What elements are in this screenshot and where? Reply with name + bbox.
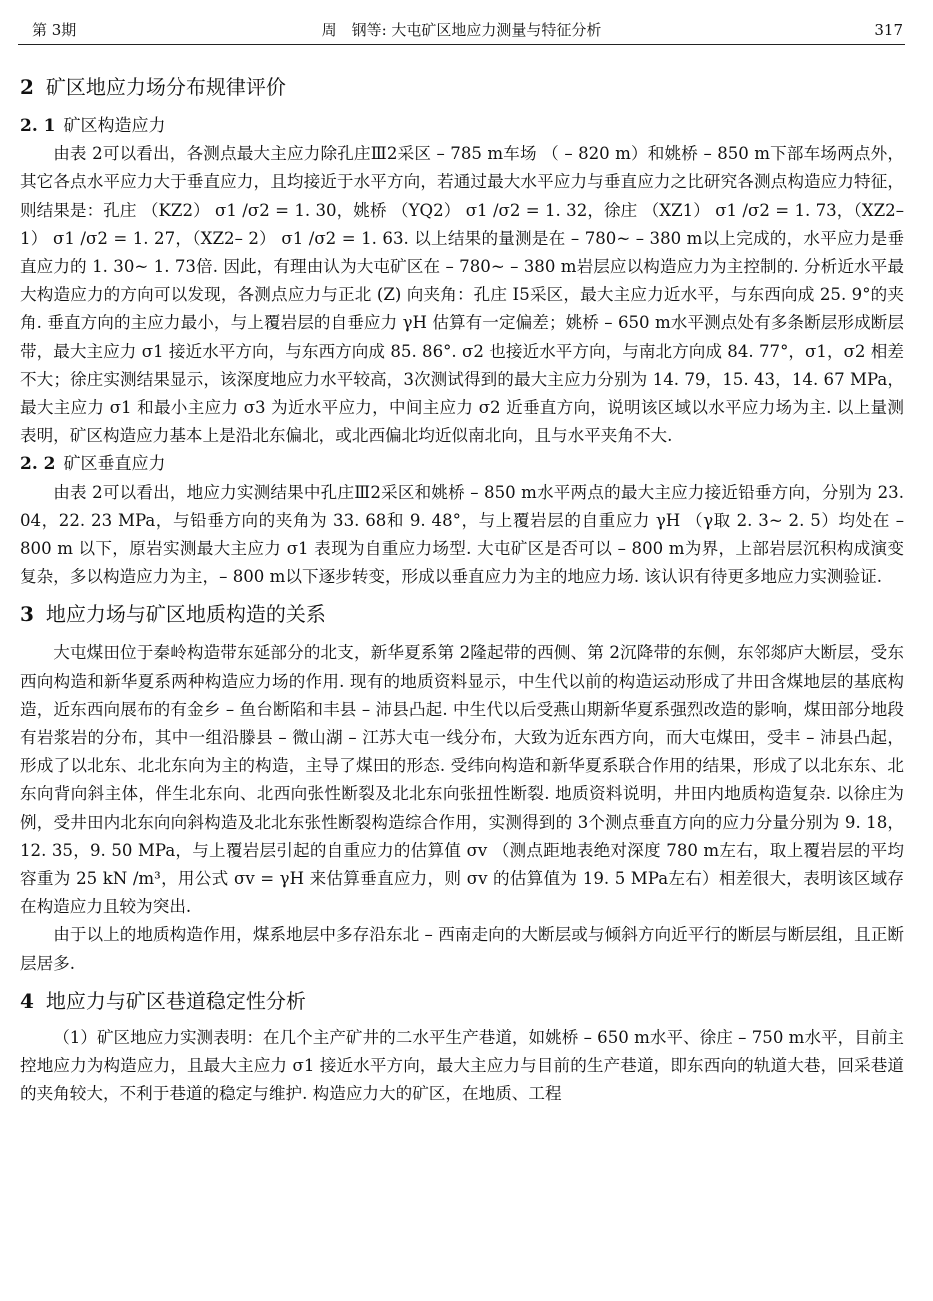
subsection-2-2-number: 2. 2 — [20, 454, 56, 475]
subsection-2-2-paragraph: 由表 2可以看出，地应力实测结果中孔庄Ⅲ2采区和姚桥 – 850 m水平两点的最大主应力接近铅垂方向，分别为 23. 04，22. 23 MPa，与铅垂方向的夹角为 33. 68和 9. 48°，与上覆岩层的自重应力 γH （γ取 2. 3~ 2. 5）均处在 – 800 m 以下，原岩实测最大主应力 σ1 表现为自重应力场型. 大屯矿区是否可以 – 800 m为界，上部岩层沉积构成演变复杂，多以构造应力为主，– 800 m以下逐步转变，形成以垂直应力为主的地应力场. 该认识有待更多地应力实测验证. — [20, 482, 904, 587]
section-4-title: 地应力与矿区巷道稳定性分析 — [45, 988, 306, 1013]
subsection-2-1-heading — [20, 112, 904, 140]
subsection-2-1-number: 2. 1 — [20, 116, 56, 136]
section-3-paragraph-2: 由于以上的地质构造作用，煤系地层中多存沿东北 – 西南走向的大断层或与倾斜方向近平行的断层与断层组，且正断层居多. — [20, 925, 904, 973]
section-2-number: 2 — [20, 75, 34, 99]
article-body — [20, 72, 904, 1109]
section-4-heading — [20, 986, 904, 1016]
section-3-title: 地应力场与矿区地质构造的关系 — [45, 602, 326, 627]
section-3-paragraph-1: 大屯煤田位于秦岭构造带东延部分的北支，新华夏系第 2隆起带的西侧、第 2沉降带的东侧，东邻郯庐大断层，受东西向构造和新华夏系两种构造应力场的作用. 现有的地质资料显示，中生代以前的构造运动形成了井田含煤地层的基底构造，近东西向展布的有金乡 – 鱼台断陷和丰县 – 沛县凸起. 中生代以后受燕山期新华夏系强烈改造的影响，煤田部分地段有岩浆岩的分布，其中一组沿滕县 – 微山湖 – 江苏大屯一线分布，大致为近东西方向，而大屯煤田，受丰 – 沛县凸起，形成了以北东、北北东向为主的构造，主导了煤田的形态. 受纬向构造和新华夏系联合作用的结果，形成了以北东东、北东向背向斜主体，伴生北东向、北西向张性断裂及北北东向张扭性断裂. 地质资料说明，井田内地质构造复杂. 以徐庄为例，受井田内北东向向斜构造及北北东张性断裂构造综合作用，实测得到的 3个测点垂直方向的应力分量分别为 9. 18，12. 35，9. 50 MPa，与上覆岩层引起的自重应力的估算值 σv （测点距地表绝对深度 780 m左右，取上覆岩层的平均容重为 25 kN /m³，用公式 σv = γH 来估算垂直应力，则 σv 的估算值为 19. 5 MPa左右）相差很大，表明该区域存在构造应力且较为突出. — [20, 643, 904, 917]
section-2-title: 矿区地应力场分布规律评价 — [45, 75, 286, 99]
section-4-paragraph-1: （1）矿区地应力实测表明：在几个主产矿井的二水平生产巷道，如姚桥 – 650 m水平、徐庄 – 750 m水平，目前主控地应力为构造应力，且最大主应力 σ1 接近水平方向，最大主应力与目前的生产巷道，即东西向的轨道大巷，回采巷道的夹角较大，不利于巷道的稳定与维护. 构造应力大的矿区，在地质、工程 — [20, 1027, 904, 1104]
section-4-number: 4 — [20, 988, 34, 1013]
running-header — [18, 16, 905, 45]
subsection-2-1-title: 矿区构造应力 — [63, 116, 166, 136]
section-2-heading — [20, 72, 904, 102]
subsection-2-2-title: 矿区垂直应力 — [63, 454, 166, 475]
section-3-number: 3 — [20, 602, 34, 627]
subsection-2-2-heading — [20, 450, 904, 478]
running-title: 周 钢等: 大屯矿区地应力测量与特征分析 — [321, 21, 602, 39]
page-number: 317 — [874, 21, 903, 39]
subsection-2-1-paragraph: 由表 2可以看出，各测点最大主应力除孔庄Ⅲ2采区 – 785 m车场 （ – 820 m）和姚桥 – 850 m下部车场两点外，其它各点水平应力大于垂直应力，且均接近于水平方向，若通过最大水平应力与垂直应力之比研究各测点构造应力特征，则结果是：孔庄 （KZ2） σ1 /σ2 = 1. 30，姚桥 （YQ2） σ1 /σ2 = 1. 32，徐庄 （XZ1） σ1 /σ2 = 1. 73，（XZ2– 1） σ1 /σ2 = 1. 27，（XZ2– 2） σ1 /σ2 = 1. 63. 以上结果的量测是在 – 780~ – 380 m以上完成的，水平应力是垂直应力的 1. 30~ 1. 73倍. 因此，有理由认为大屯矿区在 – 780~ – 380 m岩层应以构造应力为主控制的. 分析近水平最大构造应力的方向可以发现，各测点应力与正北 (Z) 向夹角：孔庄 Ⅰ5采区，最大主应力近水平，与东西向成 25. 9°的夹角. 垂直方向的主应力最小，与上覆岩层的自垂应力 γH 估算有一定偏差；姚桥 – 650 m水平测点处有多条断层形成断层带，最大主应力 σ1 接近水平方向，与东西方向成 85. 86°. σ2 也接近水平方向，与南北方向成 84. 77°，σ1，σ2 相差不大；徐庄实测结果显示，该深度地应力水平较高，3次测试得到的最大主应力分别为 14. 79，15. 43，14. 67 MPa，最大主应力 σ1 和最小主应力 σ3 为近水平应力，中间主应力 σ2 近垂直方向，说明该区域以水平应力场为主. 以上量测表明，矿区构造应力基本上是沿北东偏北，或北西偏北均近似南北向，且与水平夹角不大. — [20, 144, 904, 446]
section-3-heading — [20, 599, 904, 629]
issue-label: 第 3期 — [32, 21, 77, 39]
